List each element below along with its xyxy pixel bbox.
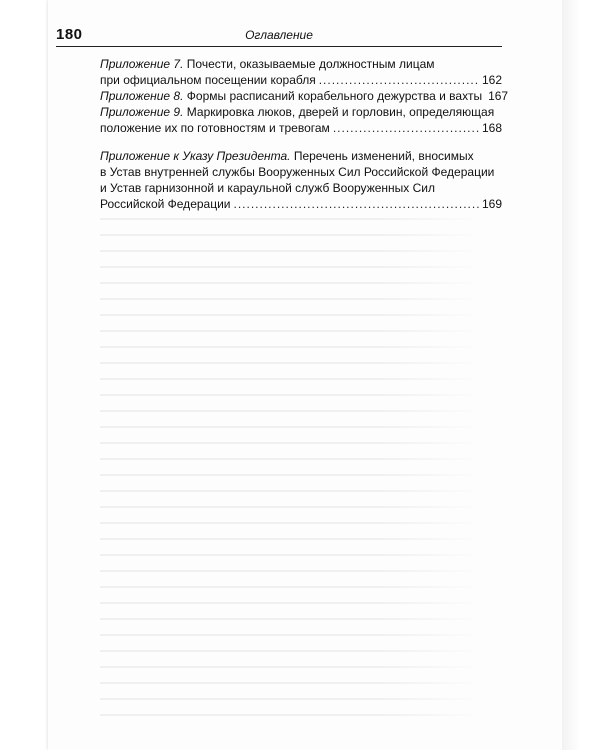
toc-entry-text: при официальном посещении корабля bbox=[100, 73, 316, 87]
toc-line: в Устав внутренней службы Вооруженных Сил Российской Федерации bbox=[100, 165, 495, 179]
toc-entry-text: положение их по готовностям и тревогам bbox=[100, 121, 330, 135]
toc-entry-appendix-9 bbox=[100, 104, 502, 136]
toc-entry-text: Почести, оказываемые должностным лицам bbox=[183, 57, 435, 71]
toc-line-last bbox=[100, 88, 509, 104]
page-number: 180 bbox=[56, 26, 83, 43]
dot-leader bbox=[319, 72, 479, 88]
toc-line bbox=[100, 88, 482, 104]
toc-line bbox=[100, 148, 502, 164]
toc-page-number: 169 bbox=[481, 197, 502, 211]
table-of-contents bbox=[100, 56, 509, 212]
toc-entry-label: Приложение 9. bbox=[100, 105, 184, 119]
toc-line bbox=[100, 104, 502, 120]
toc-entry-label: Приложение к Указу Президента. bbox=[100, 149, 291, 163]
toc-entry-label: Приложение 7. bbox=[100, 57, 184, 71]
toc-entry-text: Формы расписаний корабельного дежурства и вахты bbox=[183, 89, 483, 103]
toc-entry-text: Маркировка люков, дверей и горловин, определяющая bbox=[183, 105, 495, 119]
toc-entry-appendix-8 bbox=[100, 88, 509, 104]
toc-line: и Устав гарнизонной и караульной служб Вооруженных Сил bbox=[100, 181, 435, 195]
page-edge bbox=[562, 0, 580, 750]
toc-line bbox=[100, 56, 502, 72]
page-header bbox=[56, 26, 502, 46]
toc-entry-text: Российской Федерации bbox=[100, 197, 231, 211]
toc-entry-appendix-7 bbox=[100, 56, 502, 88]
running-title: Оглавление bbox=[245, 28, 313, 42]
toc-entry-presidential-decree bbox=[100, 148, 502, 212]
toc-page-number: 162 bbox=[481, 73, 502, 87]
toc-line-last bbox=[100, 72, 502, 88]
header-rule bbox=[56, 46, 502, 47]
show-through-text bbox=[100, 210, 502, 730]
toc-page-number: 167 bbox=[488, 89, 509, 103]
toc-line-last bbox=[100, 120, 502, 136]
toc-entry-label: Приложение 8. bbox=[100, 89, 184, 103]
dot-leader bbox=[333, 120, 479, 136]
toc-page-number: 168 bbox=[481, 121, 502, 135]
toc-entry-text: Перечень изменений, вносимых bbox=[290, 149, 474, 163]
